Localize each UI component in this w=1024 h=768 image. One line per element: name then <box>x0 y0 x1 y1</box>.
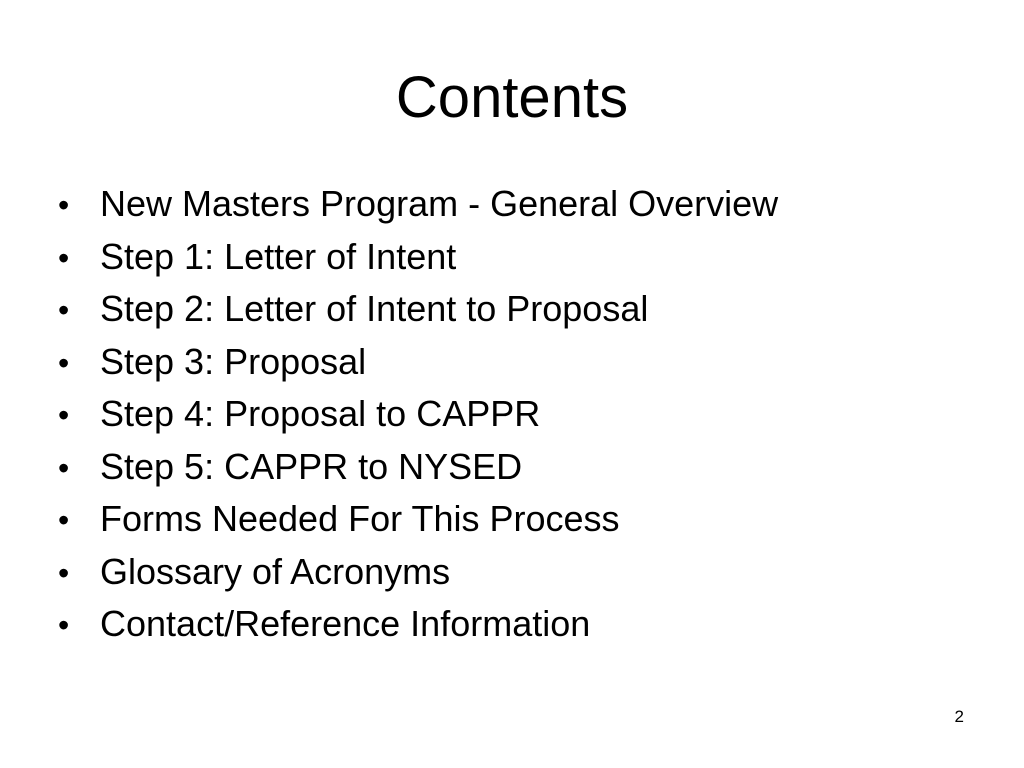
list-item <box>58 600 778 653</box>
list-item-text: Glossary of Acronyms <box>100 550 451 592</box>
page-number: 2 <box>954 707 964 726</box>
list-item <box>58 548 778 601</box>
list-item <box>58 495 778 548</box>
slide-title: Contents <box>395 65 629 130</box>
list-item-text: Contact/Reference Information <box>100 603 591 644</box>
bullet-icon: • <box>58 607 70 643</box>
list-item-text: Forms Needed For This Process <box>100 498 620 539</box>
list-item <box>58 390 778 443</box>
bullet-icon: • <box>58 239 70 276</box>
bullet-icon: • <box>58 187 70 223</box>
bullet-icon: • <box>58 397 70 433</box>
contents-list <box>58 180 778 653</box>
list-item <box>58 180 778 233</box>
list-item <box>58 338 778 391</box>
list-item-text: Step 5: CAPPR to NYSED <box>100 445 523 487</box>
list-item <box>58 233 778 286</box>
list-item-text: Step 3: Proposal <box>100 340 367 382</box>
list-item-text: Step 4: Proposal to CAPPR <box>100 393 541 434</box>
list-item-text: Step 2: Letter of Intent to Proposal <box>100 288 649 329</box>
list-item-text: New Masters Program - General Overview <box>100 183 779 224</box>
bullet-icon: • <box>58 502 70 538</box>
bullet-icon: • <box>58 449 70 486</box>
bullet-icon: • <box>58 554 70 591</box>
list-item-text: Step 1: Letter of Intent <box>100 235 457 277</box>
list-item <box>58 443 778 496</box>
bullet-icon: • <box>58 344 70 381</box>
bullet-icon: • <box>58 292 70 328</box>
list-item <box>58 285 778 338</box>
